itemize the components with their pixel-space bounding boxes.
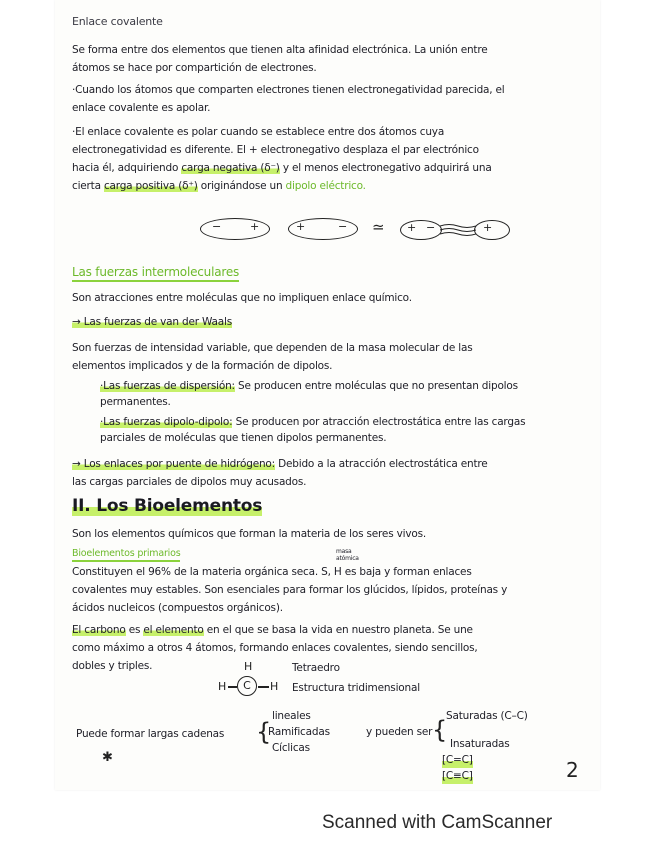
bullet2-highlight: ·Las fuerzas dipolo-dipolo: bbox=[100, 416, 233, 428]
sub1-highlight: → Las fuerzas de van der Waals bbox=[72, 316, 232, 328]
p3d-green: dipolo eléctrico. bbox=[285, 180, 366, 192]
bullet1-line-b: permanentes. bbox=[100, 396, 171, 408]
chain-ramificadas: Ramificadas bbox=[268, 726, 330, 738]
page-number: 2 bbox=[566, 758, 579, 782]
dipole-sign-1: − bbox=[212, 220, 222, 233]
dipole-sign-5: + bbox=[407, 221, 417, 234]
brace-left-1: { bbox=[256, 718, 272, 746]
brace-left-2: { bbox=[432, 716, 448, 744]
dipole-sign-3: + bbox=[296, 220, 306, 233]
sub2-highlight: → Los enlaces por puente de hidrógeno: bbox=[72, 458, 275, 470]
dipole-sign-2: + bbox=[250, 220, 260, 233]
heading-fuerzas-intermoleculares: Las fuerzas intermoleculares bbox=[72, 264, 239, 282]
bullet1-text: Se producen entre moléculas que no presentan dipolos bbox=[234, 380, 518, 392]
p2-line-b: enlace covalente es apolar. bbox=[72, 102, 211, 114]
p3c-pre: hacia él, adquiriendo bbox=[72, 162, 182, 174]
bullet2-line-b: parciales de moléculas que tienen dipolos permanentes. bbox=[100, 432, 387, 444]
p3d-pre: cierta bbox=[72, 180, 104, 192]
ink-smudge: ✱ bbox=[102, 750, 113, 765]
p1-line-b: átomos se hace por compartición de electrones. bbox=[72, 62, 317, 74]
p6: Son los elementos químicos que forman la materia de los seres vivos. bbox=[72, 528, 426, 540]
sub2-line-b: las cargas parciales de dipolos muy acusados. bbox=[72, 476, 307, 488]
p3d-mid: originándose un bbox=[197, 180, 286, 192]
p2-line-a: ·Cuando los átomos que comparten electrones tienen electronegatividad parecida, el bbox=[72, 84, 505, 96]
heading-bioelementos-primarios: Bioelementos primarios bbox=[72, 548, 180, 562]
p3d-highlight: carga positiva (δ⁺) bbox=[103, 180, 198, 192]
p8-line-a bbox=[72, 622, 473, 638]
p8-text: en el que se basa la vida en nuestro planeta. Se une bbox=[203, 624, 473, 636]
p8-mid: es bbox=[125, 624, 144, 636]
attraction-lines bbox=[440, 222, 476, 238]
p3c-highlight: carga negativa (δ⁻) bbox=[181, 162, 280, 174]
note-masa-atomica: masa atómica bbox=[336, 548, 359, 562]
p3-line-c bbox=[72, 160, 492, 176]
dipole-sign-7: + bbox=[483, 221, 493, 234]
chain-lineales: lineales bbox=[272, 710, 311, 722]
estructura-label: Estructura tridimensional bbox=[292, 682, 420, 694]
approx-symbol: ≃ bbox=[372, 218, 385, 236]
chain-ciclicas: Cíclicas bbox=[272, 742, 310, 754]
p7-line-c: ácidos nucleicos (compuestos orgánicos). bbox=[72, 602, 283, 614]
p1-line-a: Se forma entre dos elementos que tienen alta afinidad electrónica. La unión entre bbox=[72, 44, 488, 56]
heading3-text: II. Los Bioelementos bbox=[72, 496, 263, 516]
p3-line-a: ·El enlace covalente es polar cuando se establece entre dos átomos cuya bbox=[72, 126, 445, 138]
sub-puente-hidrogeno bbox=[72, 456, 488, 472]
heading-enlace-covalente: Enlace covalente bbox=[72, 15, 163, 28]
bullet2-text: Se producen por atracción electrostática entre las cargas bbox=[232, 416, 526, 428]
sub-van-der-waals bbox=[72, 314, 232, 330]
insaturadas: Insaturadas bbox=[450, 738, 510, 750]
tetraedro-label: Tetraedro bbox=[292, 662, 340, 674]
p5-line-b: elementos implicados y de la formación de dipolos. bbox=[72, 360, 333, 372]
bullet2-line-a bbox=[100, 414, 525, 430]
sub2-text: Debido a la atracción electrostática entre bbox=[275, 458, 488, 470]
p7-line-a: Constituyen el 96% de la materia orgánica seca. S, H es baja y forman enlaces bbox=[72, 566, 472, 578]
p8-line-b: como máximo a otros 4 átomos, formando enlaces covalentes, siendo sencillos, bbox=[72, 642, 478, 654]
p8-hl1: El carbono bbox=[72, 624, 126, 636]
chain-intro: Puede formar largas cadenas bbox=[76, 728, 225, 740]
saturadas: Saturadas (C–C) bbox=[446, 710, 528, 722]
heading-bioelementos bbox=[72, 498, 262, 514]
triple-enlace: [C≡C] bbox=[442, 770, 473, 782]
chain-pueden-ser: y pueden ser bbox=[366, 726, 433, 738]
bond-left bbox=[228, 686, 237, 688]
dipole-sign-6: − bbox=[426, 221, 436, 234]
bond-right bbox=[258, 686, 269, 688]
p3c-post: y el menos electronegativo adquirirá una bbox=[279, 162, 492, 174]
struct-h-top: H bbox=[244, 660, 253, 673]
struct-carbon: C bbox=[237, 676, 257, 696]
camscanner-footer: Scanned with CamScanner bbox=[322, 812, 553, 833]
doble-enlace: [C=C] bbox=[442, 754, 473, 766]
p7-line-b: covalentes muy estables. Son esenciales para formar los glúcidos, lípidos, proteínas y bbox=[72, 584, 508, 596]
struct-h-left: H bbox=[218, 680, 227, 693]
bullet1-highlight: ·Las fuerzas de dispersión: bbox=[100, 380, 235, 392]
dipole-ellipse-1 bbox=[200, 218, 270, 240]
p4: Son atracciones entre moléculas que no impliquen enlace químico. bbox=[72, 292, 412, 304]
p8-line-c: dobles y triples. bbox=[72, 660, 153, 672]
p3-line-d bbox=[72, 178, 366, 194]
bullet1-line-a bbox=[100, 378, 518, 394]
dipole-sign-4: − bbox=[338, 220, 348, 233]
p5-line-a: Son fuerzas de intensidad variable, que dependen de la masa molecular de las bbox=[72, 342, 473, 354]
p8-hl2: el elemento bbox=[143, 624, 204, 636]
p3-line-b: electronegatividad es diferente. El + electronegativo desplaza el par electrónico bbox=[72, 144, 479, 156]
struct-h-right: H bbox=[270, 680, 279, 693]
